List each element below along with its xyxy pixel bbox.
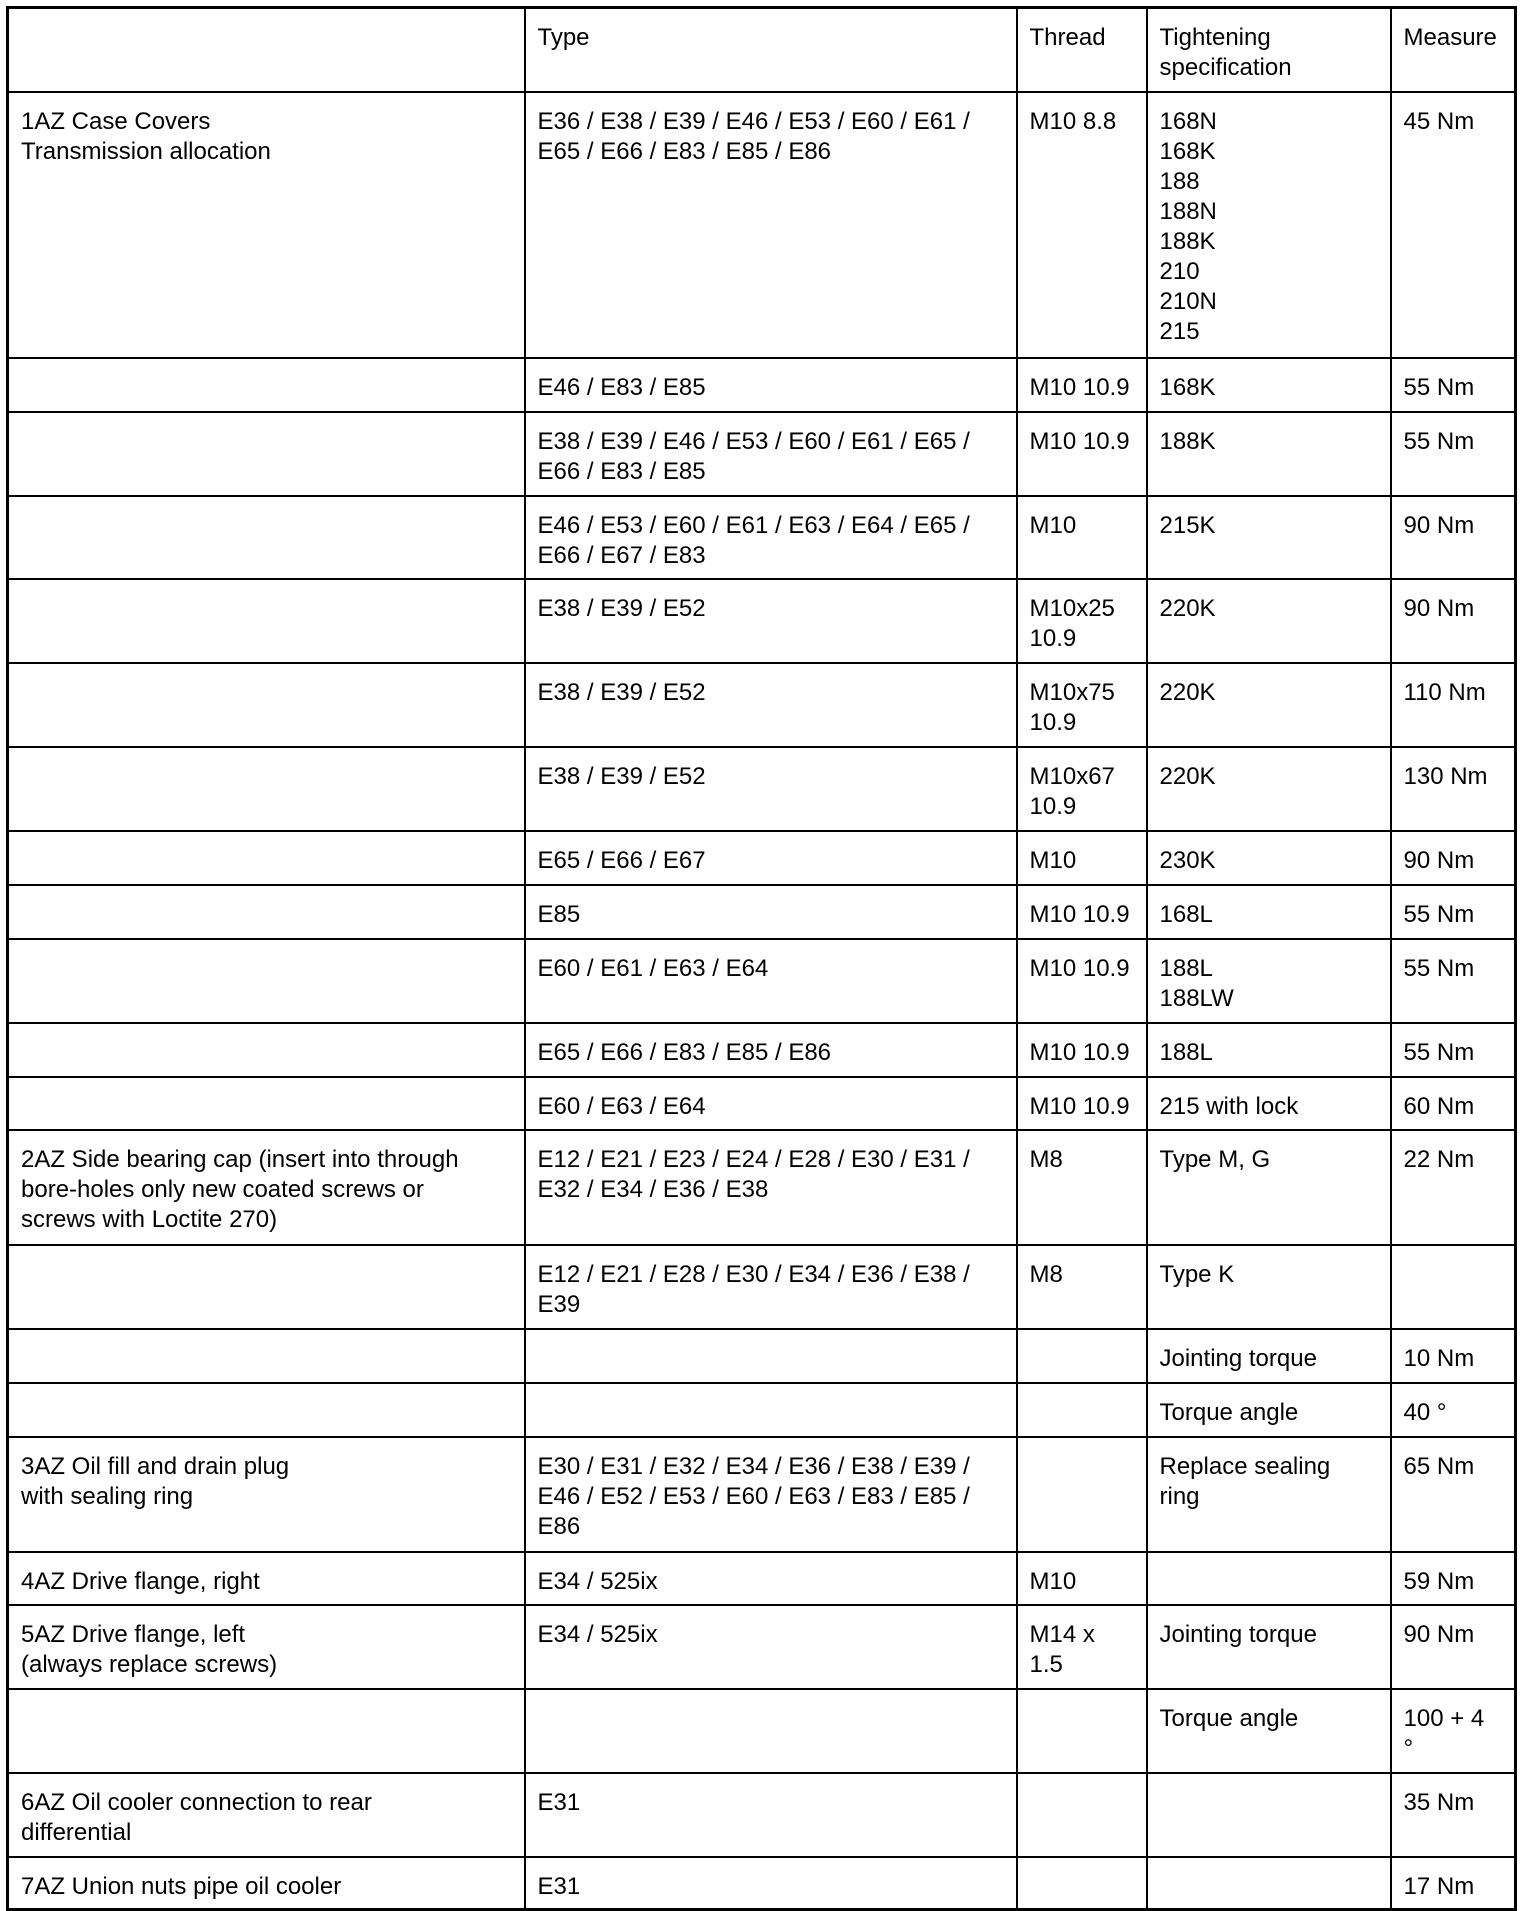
cell-thread: M14 x 1.5 (1017, 1605, 1147, 1689)
cell-tightening-spec: 230K (1147, 831, 1391, 885)
table-row (8, 496, 1516, 579)
cell-thread: M10 (1017, 831, 1147, 885)
cell-tightening-spec: 220K (1147, 747, 1391, 831)
cell-component: 2AZ Side bearing cap (insert into through bore-holes only new coated screws or screws with Loctite 270) (8, 1130, 525, 1245)
cell-type: E38 / E39 / E52 (525, 579, 1017, 663)
cell-component (8, 885, 525, 939)
table-row (8, 663, 1516, 747)
table-row (8, 1437, 1516, 1552)
cell-measure: 60 Nm (1391, 1077, 1516, 1130)
cell-measure: 90 Nm (1391, 496, 1516, 579)
cell-component (8, 412, 525, 496)
cell-component: 5AZ Drive flange, left (always replace screws) (8, 1605, 525, 1689)
table-row (8, 885, 1516, 939)
cell-component (8, 1245, 525, 1329)
cell-thread: M10 8.8 (1017, 92, 1147, 358)
cell-measure (1391, 1245, 1516, 1329)
header-measure: Measure (1391, 8, 1516, 92)
cell-thread: M10 10.9 (1017, 1077, 1147, 1130)
cell-tightening-spec: Type M, G (1147, 1130, 1391, 1245)
cell-measure: 90 Nm (1391, 831, 1516, 885)
cell-type (525, 1329, 1017, 1383)
cell-thread (1017, 1773, 1147, 1857)
cell-component: 6AZ Oil cooler connection to rear differential (8, 1773, 525, 1857)
cell-type: E38 / E39 / E52 (525, 747, 1017, 831)
cell-thread (1017, 1689, 1147, 1773)
cell-type (525, 1689, 1017, 1773)
cell-thread: M10 10.9 (1017, 939, 1147, 1023)
cell-tightening-spec: 220K (1147, 579, 1391, 663)
cell-measure: 22 Nm (1391, 1130, 1516, 1245)
cell-thread: M10 (1017, 496, 1147, 579)
cell-tightening-spec: 220K (1147, 663, 1391, 747)
table-row (8, 1329, 1516, 1383)
cell-tightening-spec: 215K (1147, 496, 1391, 579)
table-row (8, 1605, 1516, 1689)
cell-measure: 100 + 4 ° (1391, 1689, 1516, 1773)
table-row (8, 1077, 1516, 1130)
cell-component (8, 1329, 525, 1383)
cell-component (8, 939, 525, 1023)
cell-type: E65 / E66 / E83 / E85 / E86 (525, 1023, 1017, 1077)
cell-thread (1017, 1329, 1147, 1383)
cell-component: 7AZ Union nuts pipe oil cooler (8, 1857, 525, 1910)
cell-type: E34 / 525ix (525, 1552, 1017, 1605)
cell-component (8, 831, 525, 885)
cell-tightening-spec: Jointing torque (1147, 1605, 1391, 1689)
cell-tightening-spec: 188L 188LW (1147, 939, 1391, 1023)
cell-type: E12 / E21 / E28 / E30 / E34 / E36 / E38 / E39 (525, 1245, 1017, 1329)
cell-type: E12 / E21 / E23 / E24 / E28 / E30 / E31 / E32 / E34 / E36 / E38 (525, 1130, 1017, 1245)
cell-measure: 59 Nm (1391, 1552, 1516, 1605)
table-row (8, 579, 1516, 663)
header-component (8, 8, 525, 92)
cell-component (8, 496, 525, 579)
cell-thread: M10 10.9 (1017, 412, 1147, 496)
cell-component (8, 747, 525, 831)
cell-type: E46 / E83 / E85 (525, 358, 1017, 412)
cell-tightening-spec: Type K (1147, 1245, 1391, 1329)
cell-component (8, 579, 525, 663)
table-row (8, 1023, 1516, 1077)
cell-thread (1017, 1383, 1147, 1437)
cell-thread: M10 (1017, 1552, 1147, 1605)
cell-thread (1017, 1437, 1147, 1552)
cell-component (8, 1383, 525, 1437)
cell-measure: 130 Nm (1391, 747, 1516, 831)
table-row (8, 1245, 1516, 1329)
cell-tightening-spec: 188L (1147, 1023, 1391, 1077)
cell-measure: 55 Nm (1391, 358, 1516, 412)
cell-thread: M10x25 10.9 (1017, 579, 1147, 663)
cell-component (8, 1689, 525, 1773)
cell-type: E46 / E53 / E60 / E61 / E63 / E64 / E65 / E66 / E67 / E83 (525, 496, 1017, 579)
cell-component: 4AZ Drive flange, right (8, 1552, 525, 1605)
table-header-row (8, 8, 1516, 92)
cell-tightening-spec: 188K (1147, 412, 1391, 496)
cell-measure: 55 Nm (1391, 939, 1516, 1023)
cell-type (525, 1383, 1017, 1437)
table-row (8, 1130, 1516, 1245)
cell-tightening-spec: 168K (1147, 358, 1391, 412)
cell-type: E60 / E61 / E63 / E64 (525, 939, 1017, 1023)
cell-type: E36 / E38 / E39 / E46 / E53 / E60 / E61 / E65 / E66 / E83 / E85 / E86 (525, 92, 1017, 358)
cell-tightening-spec: 168N 168K 188 188N 188K 210 210N 215 (1147, 92, 1391, 358)
cell-thread: M8 (1017, 1245, 1147, 1329)
cell-component (8, 1077, 525, 1130)
header-tightening-specification: Tightening specification (1147, 8, 1391, 92)
cell-measure: 17 Nm (1391, 1857, 1516, 1910)
cell-measure: 90 Nm (1391, 1605, 1516, 1689)
cell-measure: 45 Nm (1391, 92, 1516, 358)
cell-thread: M10x67 10.9 (1017, 747, 1147, 831)
cell-type: E34 / 525ix (525, 1605, 1017, 1689)
table-row (8, 1383, 1516, 1437)
table-row (8, 412, 1516, 496)
cell-thread: M8 (1017, 1130, 1147, 1245)
table-row (8, 92, 1516, 358)
cell-component (8, 358, 525, 412)
cell-measure: 90 Nm (1391, 579, 1516, 663)
cell-type: E38 / E39 / E46 / E53 / E60 / E61 / E65 / E66 / E83 / E85 (525, 412, 1017, 496)
cell-thread: M10 10.9 (1017, 885, 1147, 939)
table-row (8, 1773, 1516, 1857)
cell-component: 3AZ Oil fill and drain plug with sealing ring (8, 1437, 525, 1552)
cell-tightening-spec: Torque angle (1147, 1383, 1391, 1437)
cell-component: 1AZ Case Covers Transmission allocation (8, 92, 525, 358)
cell-measure: 110 Nm (1391, 663, 1516, 747)
header-thread: Thread (1017, 8, 1147, 92)
cell-measure: 55 Nm (1391, 885, 1516, 939)
cell-measure: 10 Nm (1391, 1329, 1516, 1383)
cell-tightening-spec: 215 with lock (1147, 1077, 1391, 1130)
cell-thread: M10x75 10.9 (1017, 663, 1147, 747)
cell-measure: 55 Nm (1391, 1023, 1516, 1077)
cell-type: E31 (525, 1857, 1017, 1910)
cell-tightening-spec (1147, 1773, 1391, 1857)
cell-thread: M10 10.9 (1017, 1023, 1147, 1077)
cell-type: E85 (525, 885, 1017, 939)
cell-type: E30 / E31 / E32 / E34 / E36 / E38 / E39 / E46 / E52 / E53 / E60 / E63 / E83 / E85 / E86 (525, 1437, 1017, 1552)
header-type: Type (525, 8, 1017, 92)
table-row (8, 1689, 1516, 1773)
table-row (8, 939, 1516, 1023)
table-row (8, 358, 1516, 412)
cell-type: E60 / E63 / E64 (525, 1077, 1017, 1130)
cell-component (8, 1023, 525, 1077)
tightening-torque-table (6, 6, 1517, 1911)
cell-component (8, 663, 525, 747)
cell-tightening-spec: Jointing torque (1147, 1329, 1391, 1383)
cell-thread: M10 10.9 (1017, 358, 1147, 412)
cell-measure: 35 Nm (1391, 1773, 1516, 1857)
table-row (8, 831, 1516, 885)
cell-type: E38 / E39 / E52 (525, 663, 1017, 747)
cell-tightening-spec (1147, 1552, 1391, 1605)
cell-tightening-spec: Replace sealing ring (1147, 1437, 1391, 1552)
cell-type: E31 (525, 1773, 1017, 1857)
cell-measure: 65 Nm (1391, 1437, 1516, 1552)
cell-type: E65 / E66 / E67 (525, 831, 1017, 885)
table-row (8, 747, 1516, 831)
cell-measure: 55 Nm (1391, 412, 1516, 496)
table-row (8, 1552, 1516, 1605)
cell-measure: 40 ° (1391, 1383, 1516, 1437)
cell-tightening-spec: 168L (1147, 885, 1391, 939)
cell-tightening-spec: Torque angle (1147, 1689, 1391, 1773)
